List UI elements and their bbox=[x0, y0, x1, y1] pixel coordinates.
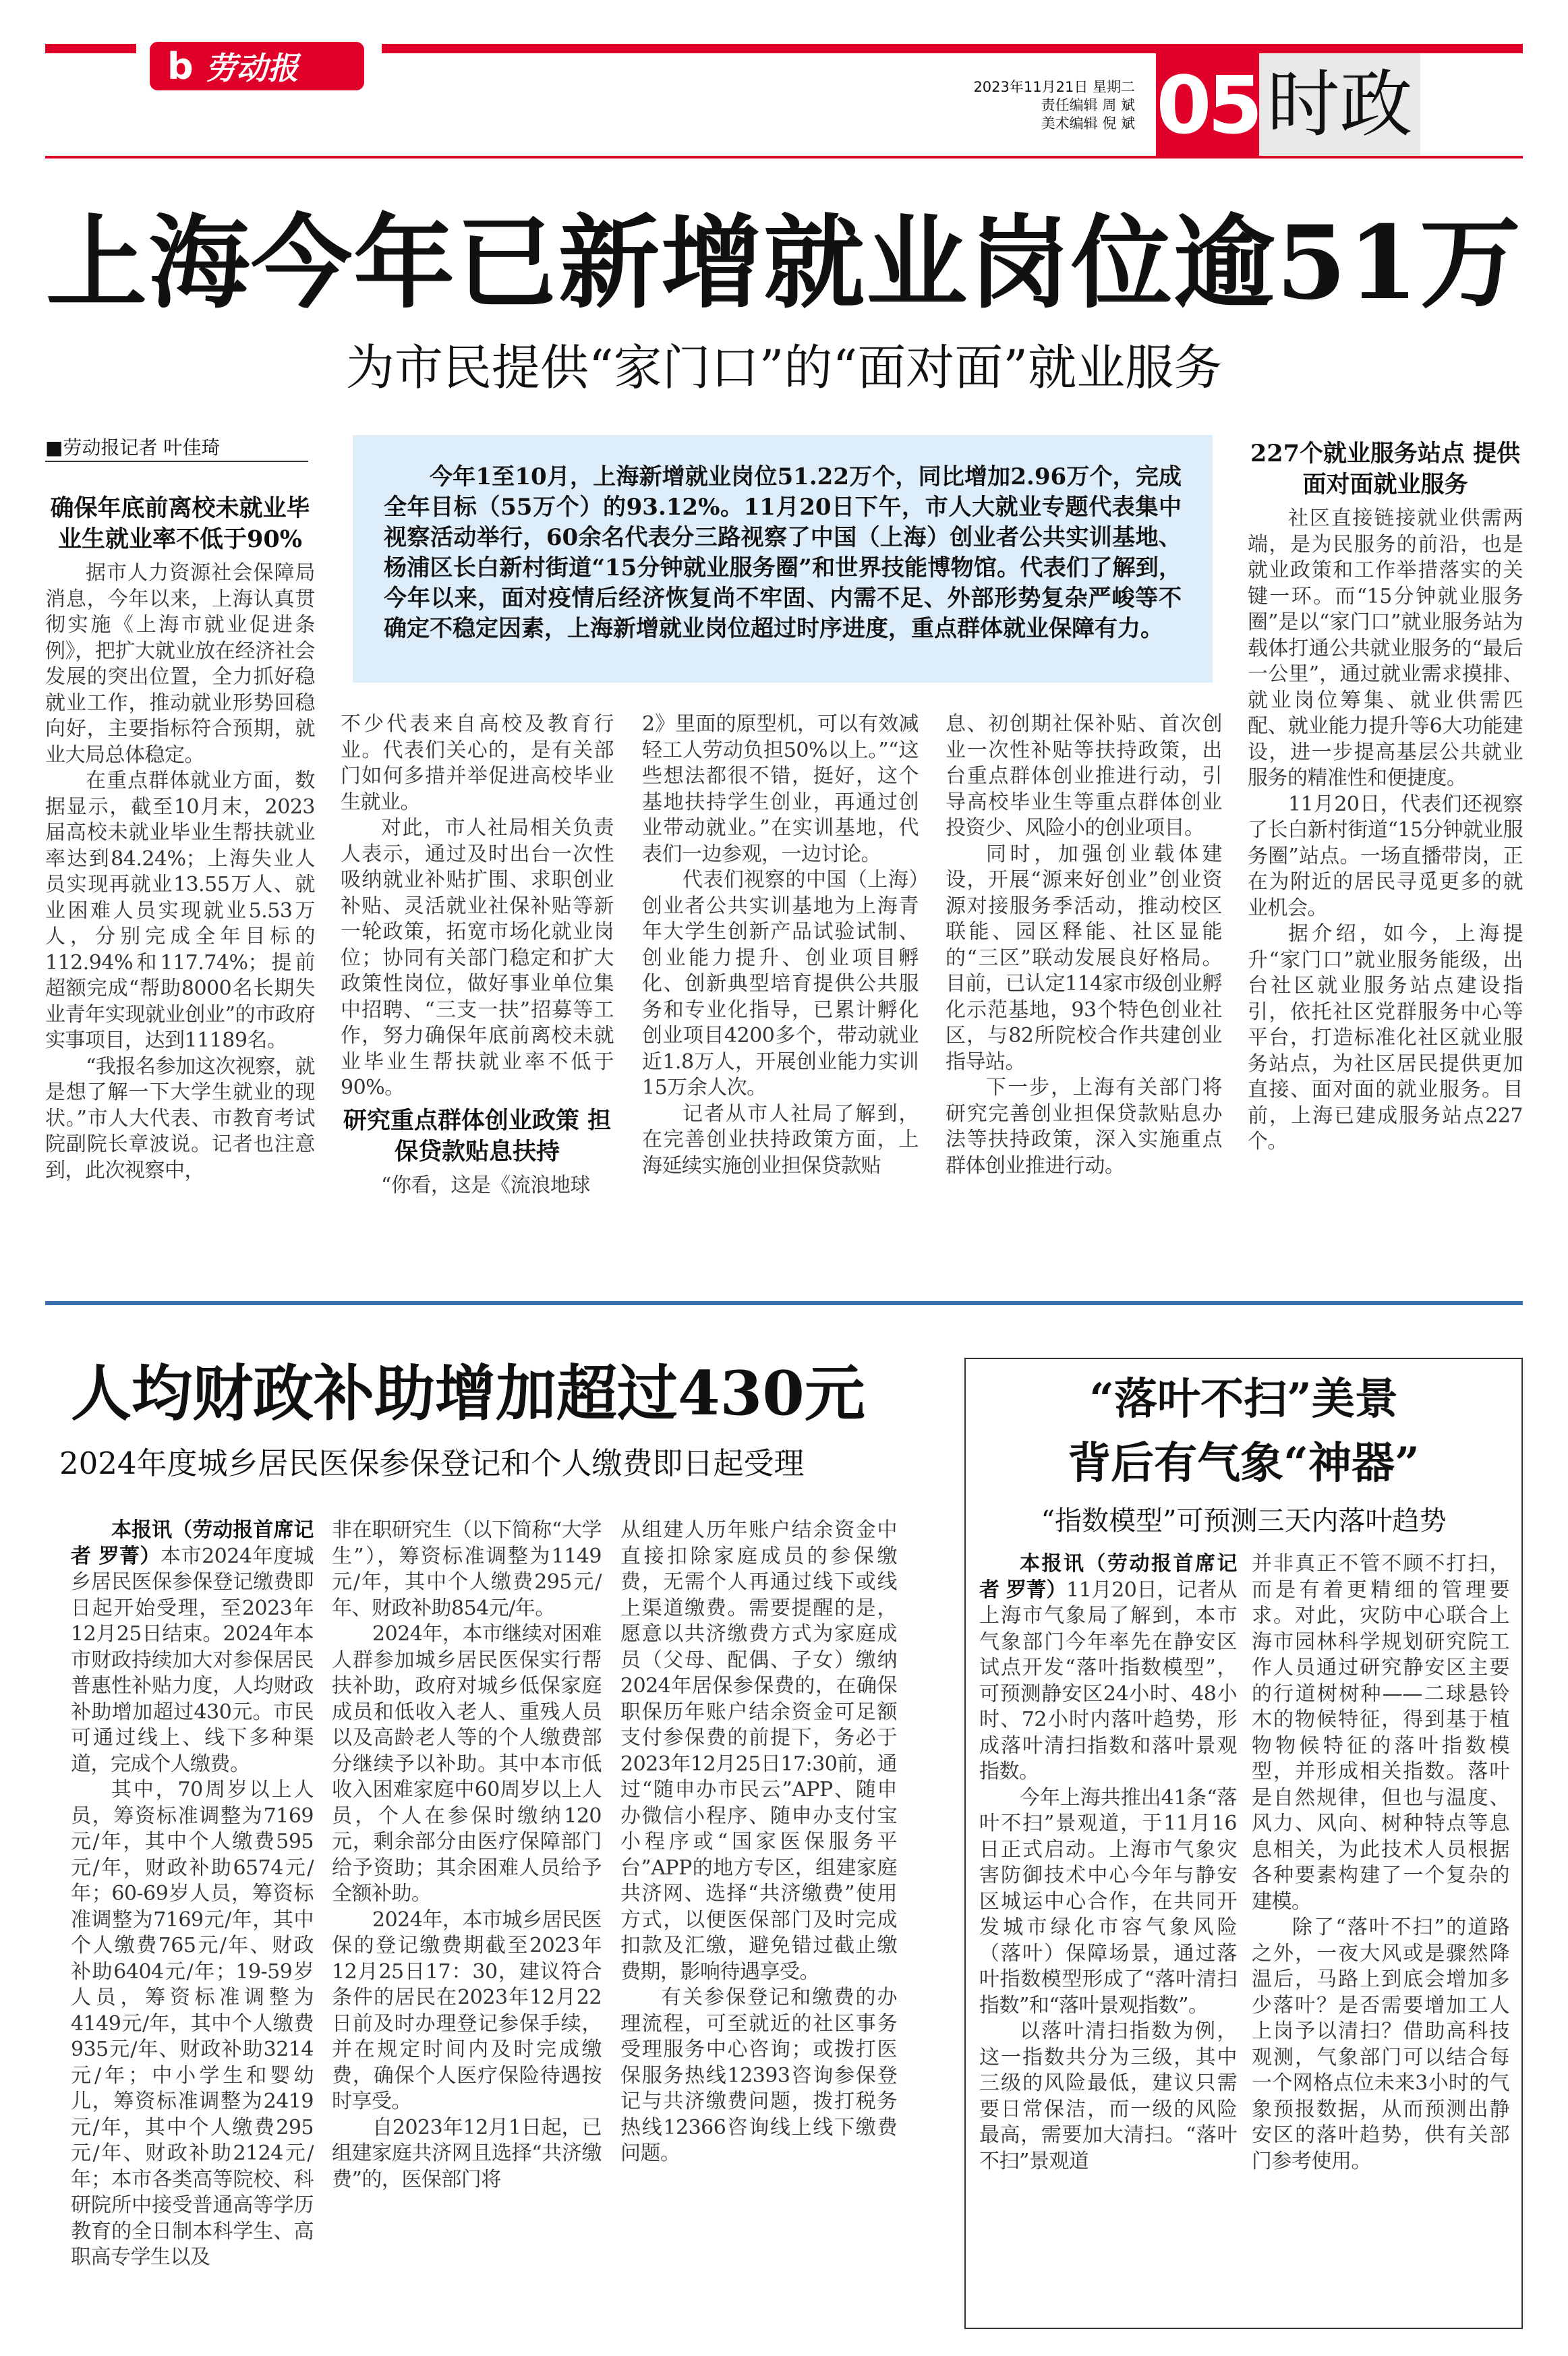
article1-byline: ■劳动报记者 叶佳琦 bbox=[45, 435, 308, 462]
subhead: 确保年底前离校未就业毕业生就业率不低于90% bbox=[50, 494, 310, 553]
issue-meta bbox=[973, 78, 1135, 133]
paragraph: “我报名参加这次视察，就是想了解一下大学生就业的现状。”市人大代表、市教育考试院副院长章波说。记者也注意到，此次视察中， bbox=[45, 1054, 315, 1182]
header-bottom-rule bbox=[45, 156, 1523, 159]
paragraph: 以落叶清扫指数为例，这一指数共分为三级，其中三级的风险最低，建议只需要日常保洁，而一级的风险最高，需要加大清扫。“落叶不扫”景观道 bbox=[979, 2019, 1237, 2173]
article1-column-2 bbox=[341, 712, 614, 1199]
subhead: 227个就业服务站点 提供面对面就业服务 bbox=[1250, 440, 1521, 498]
dateline: 本报讯（劳动报首席记者 罗菁） bbox=[979, 1552, 1237, 1602]
top-rule-right bbox=[382, 44, 1523, 53]
lead-paragraph: 今年1至10月，上海新增就业岗位51.22万个，同比增加2.96万个，完成全年目标（55万个）的93.12%。11月20日下午，市人大就业专题代表集中视察活动举行，60余名代表分三路视察了中国（上海）创业者公共实训基地、杨浦区长白新村街道“15分钟就业服务圈”和世界技能博物馆。代表们了解到，今年以来，面对疫情后经济恢复尚不牢固、内需不足、外部形势复杂严峻等不确定不稳定因素，上海新增就业岗位超过时序进度，重点群体就业保障有力。 bbox=[384, 463, 1182, 642]
article3-subheadline: “指数模型”可预测三天内落叶趋势 bbox=[1041, 1505, 1447, 1536]
section-divider bbox=[45, 1301, 1523, 1305]
article2-subheadline: 2024年度城乡居民医保参保登记和个人缴费即日起受理 bbox=[59, 1445, 805, 1481]
paragraph: “你看，这是《流浪地球 bbox=[381, 1173, 590, 1197]
paragraph: 在重点群体就业方面，数据显示，截至10月末，2023届高校未就业毕业生帮扶就业率达到84.24%；上海失业人员实现再就业13.55万人、就业困难人员实现就业5.53万人，分别完成全年目标的112.94%和117.74%；提前超额完成“帮助8000名长期失业青年实现就业创业”的市政府实事项目，达到11189名。 bbox=[45, 769, 315, 1052]
paragraph: 11月20日，代表们还视察了长白新村街道“15分钟就业服务圈”站点。一场直播带岗，正在为附近的居民寻觅更多的就业机会。 bbox=[1248, 792, 1523, 920]
article1-column-1 bbox=[45, 489, 315, 1184]
paragraph: 有关参保登记和缴费的办理流程，可至就近的社区事务受理服务中心咨询；或拨打医保服务热线12393咨询参保登记与共济缴费问题，拨打税务热线12366咨询线上线下缴费问题。 bbox=[620, 1986, 897, 2165]
article2-column-3 bbox=[620, 1518, 897, 2167]
article3-headline-line1: “落叶不扫”美景 bbox=[1089, 1374, 1398, 1425]
dateline: 本报讯（劳动报首席记者 罗菁） bbox=[71, 1518, 314, 1568]
paragraph: 其中，70周岁以上人员，筹资标准调整为7169元/年，其中个人缴费595元/年，财政补助6574元/年；60-69岁人员，筹资标准调整为7169元/年，其中个人缴费765元/年、财政补助6404元/年；19-59岁人员，筹资标准调整为4149元/年，其中个人缴费935元/年、财政补助3214元/年；中小学生和婴幼儿，筹资标准调整为2419元/年，其中个人缴费295元/年、财政补助2124元/年；本市各类高等院校、科研院所中接受普通高等学历教育的全日制本科学生、高职高专学生以及 bbox=[71, 1778, 314, 2269]
newspaper-logo bbox=[150, 42, 364, 90]
editor-credit: 责任编辑 周 斌 bbox=[1041, 97, 1135, 113]
article1-column-5 bbox=[1248, 438, 1523, 1155]
logo-text: 劳动报 bbox=[205, 50, 299, 86]
paragraph: 据介绍，如今，上海提升“家门口”就业服务能级，出台社区就业服务站点建设指引，依托社区党群服务中心等平台，打造标准化社区就业服务站点，为社区居民提供更加直接、面对面的就业服务。目前，上海已建成服务站点227个。 bbox=[1248, 922, 1523, 1153]
section-number: 05 bbox=[1156, 53, 1259, 157]
paragraph: 社区直接链接就业供需两端，是为民服务的前沿，也是就业政策和工作举措落实的关键一环。而“15分钟就业服务圈”是以“家门口”就业服务站为载体打通公共就业服务的“最后一公里”，通过就业需求摸排、就业岗位筹集、就业供需匹配、就业能力提升等6大功能建设，进一步提高基层公共就业服务的精准性和便捷度。 bbox=[1248, 507, 1523, 790]
paragraph: 并非真正不管不顾不打扫，而是有着更精细的管理要求。对此，灾防中心联合上海市园林科学规划研究院工作人员通过研究静安区主要的行道树树种——二球悬铃木的物候特征，得到基于植物物候特征的落叶指数模型，并形成相关指数。落叶是自然规律，但也与温度、风力、风向、树种特点等息息相关，为此技术人员根据各种要素构建了一个复杂的建模。 bbox=[1252, 1552, 1509, 1914]
paragraph: 对此，市人社局相关负责人表示，通过及时出台一次性吸纳就业补贴扩围、求职创业补贴、灵活就业社保补贴等新一轮政策，拓宽市场化就业岗位；协同有关部门稳定和扩大政策性岗位，做好事业单位集中招聘、“三支一扶”招募等工作，努力确保年底前离校未就业毕业生帮扶就业率不低于90%。 bbox=[341, 816, 614, 1099]
paragraph: 同时，加强创业载体建设，开展“源来好创业”创业资源对接服务季活动，推动校区联能、园区释能、社区显能的“三区”联动发展良好格局。目前，已认定114家市级创业孵化示范基地，93个特色创业社区，与82所院校合作共建创业指导站。 bbox=[946, 842, 1222, 1074]
paragraph: 代表们视察的中国（上海）创业者公共实训基地为上海青年大学生创新产品试验试制、创业能力提升、创业项目孵化、创新典型培育提供公共服务和专业化指导，已累计孵化创业项目4200多个，带动就业近1.8万人，开展创业能力实训15万余人次。 bbox=[642, 868, 919, 1099]
article3-column-1 bbox=[979, 1551, 1237, 2175]
section-name: 时政 bbox=[1259, 53, 1420, 157]
paragraph: 息、初创期社保补贴、首次创业一次性补贴等扶持政策，出台重点群体创业推进行动，引导高校毕业生等重点群体创业投资少、风险小的创业项目。 bbox=[946, 712, 1222, 840]
paragraph: 2024年，本市继续对困难人群参加城乡居民医保实行帮扶补助，政府对城乡低保家庭成员和低收入老人、重残人员以及高龄老人等的个人缴费部分继续予以补助。其中本市低收入困难家庭中60周岁以上人员，个人在参保时缴纳120元，剩余部分由医疗保障部门给予资助；其余困难人员给予全额补助。 bbox=[332, 1622, 602, 1905]
paragraph: 非在职研究生（以下简称“大学生”），筹资标准调整为1149元/年，其中个人缴费295元/年、财政补助854元/年。 bbox=[332, 1518, 602, 1620]
article1-headline: 上海今年已新增就业岗位逾51万 bbox=[46, 204, 1522, 322]
article1-column-4 bbox=[946, 712, 1222, 1179]
top-rule-left bbox=[45, 44, 136, 53]
paragraph: 据市人力资源社会保障局消息，今年以来，上海认真贯彻实施《上海市就业促进条例》，把扩大就业放在经济社会发展的突出位置，全力抓好稳就业工作，推动就业形势回稳向好，主要指标符合预期，就业大局总体稳定。 bbox=[45, 561, 315, 767]
paragraph: 本市2024年度城乡居民医保参保登记缴费即日起开始受理，至2023年12月25日结束。2024年本市财政持续加大对参保居民普惠性补贴力度，人均财政补助增加超过430元。市民可通过线上、线下多种渠道，完成个人缴费。 bbox=[71, 1544, 314, 1776]
article2-column-1 bbox=[71, 1518, 314, 2271]
paragraph: 自2023年12月1日起，已组建家庭共济网且选择“共济缴费”的，医保部门将 bbox=[332, 2115, 602, 2191]
paragraph: 记者从市人社局了解到，在完善创业扶持政策方面，上海延续实施创业担保贷款贴 bbox=[642, 1101, 919, 1178]
paragraph: 不少代表来自高校及教育行业。代表们关心的，是有关部门如何多措并举促进高校毕业生就业。 bbox=[341, 712, 614, 814]
paragraph: 11月20日，记者从上海市气象局了解到，本市气象部门今年率先在静安区试点开发“落叶指数模型”，可预测静安区24小时、48小时、72小时内落叶趋势，形成落叶清扫指数和落叶景观指数。 bbox=[979, 1578, 1237, 1783]
article2-headline: 人均财政补助增加超过430元 bbox=[71, 1358, 865, 1429]
art-editor-credit: 美术编辑 倪 斌 bbox=[1041, 115, 1135, 132]
paragraph: 今年上海共推出41条“落叶不扫”景观道，于11月16日正式启动。上海市气象灾害防御技术中心今年与静安区城运中心合作，在共同开发城市绿化市容气象风险（落叶）保障场景，通过落叶指数模型形成了“落叶清扫指数”和“落叶景观指数”。 bbox=[979, 1785, 1237, 2017]
paragraph: 除了“落叶不扫”的道路之外，一夜大风或是骤然降温后，马路上到底会增加多少落叶？是否需要增加工人上岗予以清扫？借助高科技观测，气象部门可以结合每一个网格点位未来3小时的气象预报数据，从而预测出静安区的落叶趋势，供有关部门参考使用。 bbox=[1252, 1916, 1509, 2173]
article1-subheadline: 为市民提供“家门口”的“面对面”就业服务 bbox=[345, 339, 1223, 396]
paragraph: 从组建人历年账户结余资金中直接扣除家庭成员的参保缴费，无需个人再通过线下或线上渠道缴费。需要提醒的是，愿意以共济缴费方式为家庭成员（父母、配偶、子女）缴纳2024年居保参保费的，在确保职保历年账户结余资金可足额支付参保费的前提下，务必于2023年12月25日17:30前，通过“随申办市民云”APP、随申办微信小程序、随申办支付宝小程序或“国家医保服务平台”APP的地方专区，组建家庭共济网、选择“共济缴费”使用方式，以便医保部门及时完成扣款及汇缴，避免错过截止缴费期，影响待遇享受。 bbox=[620, 1518, 897, 1984]
article2-column-2 bbox=[332, 1518, 602, 2193]
logo-mark-icon: b bbox=[167, 45, 194, 88]
article3-column-2 bbox=[1252, 1551, 1509, 2175]
subhead: 研究重点群体创业政策 担保贷款贴息扶持 bbox=[343, 1106, 612, 1166]
article1-lead-box bbox=[353, 435, 1213, 683]
paragraph: 2024年，本市城乡居民医保的登记缴费期截至2023年12月25日17：30，建议符合条件的居民在2023年12月22日前及时办理登记参保手续，并在规定时间内及时完成缴费，确保个人医疗保险待遇按时享受。 bbox=[332, 1907, 602, 2113]
article1-column-3 bbox=[642, 712, 919, 1179]
article3-headline-line2: 背后有气象“神器” bbox=[1068, 1438, 1420, 1489]
paragraph: 下一步，上海有关部门将研究完善创业担保贷款贴息办法等扶持政策，深入实施重点群体创业推进行动。 bbox=[946, 1076, 1222, 1178]
paragraph: 2》里面的原型机，可以有效减轻工人劳动负担50%以上。”“这些想法都很不错，挺好，这个基地扶持学生创业，再通过创业带动就业。”在实训基地，代表们一边参观，一边讨论。 bbox=[642, 712, 919, 866]
issue-date: 2023年11月21日 星期二 bbox=[973, 79, 1135, 95]
